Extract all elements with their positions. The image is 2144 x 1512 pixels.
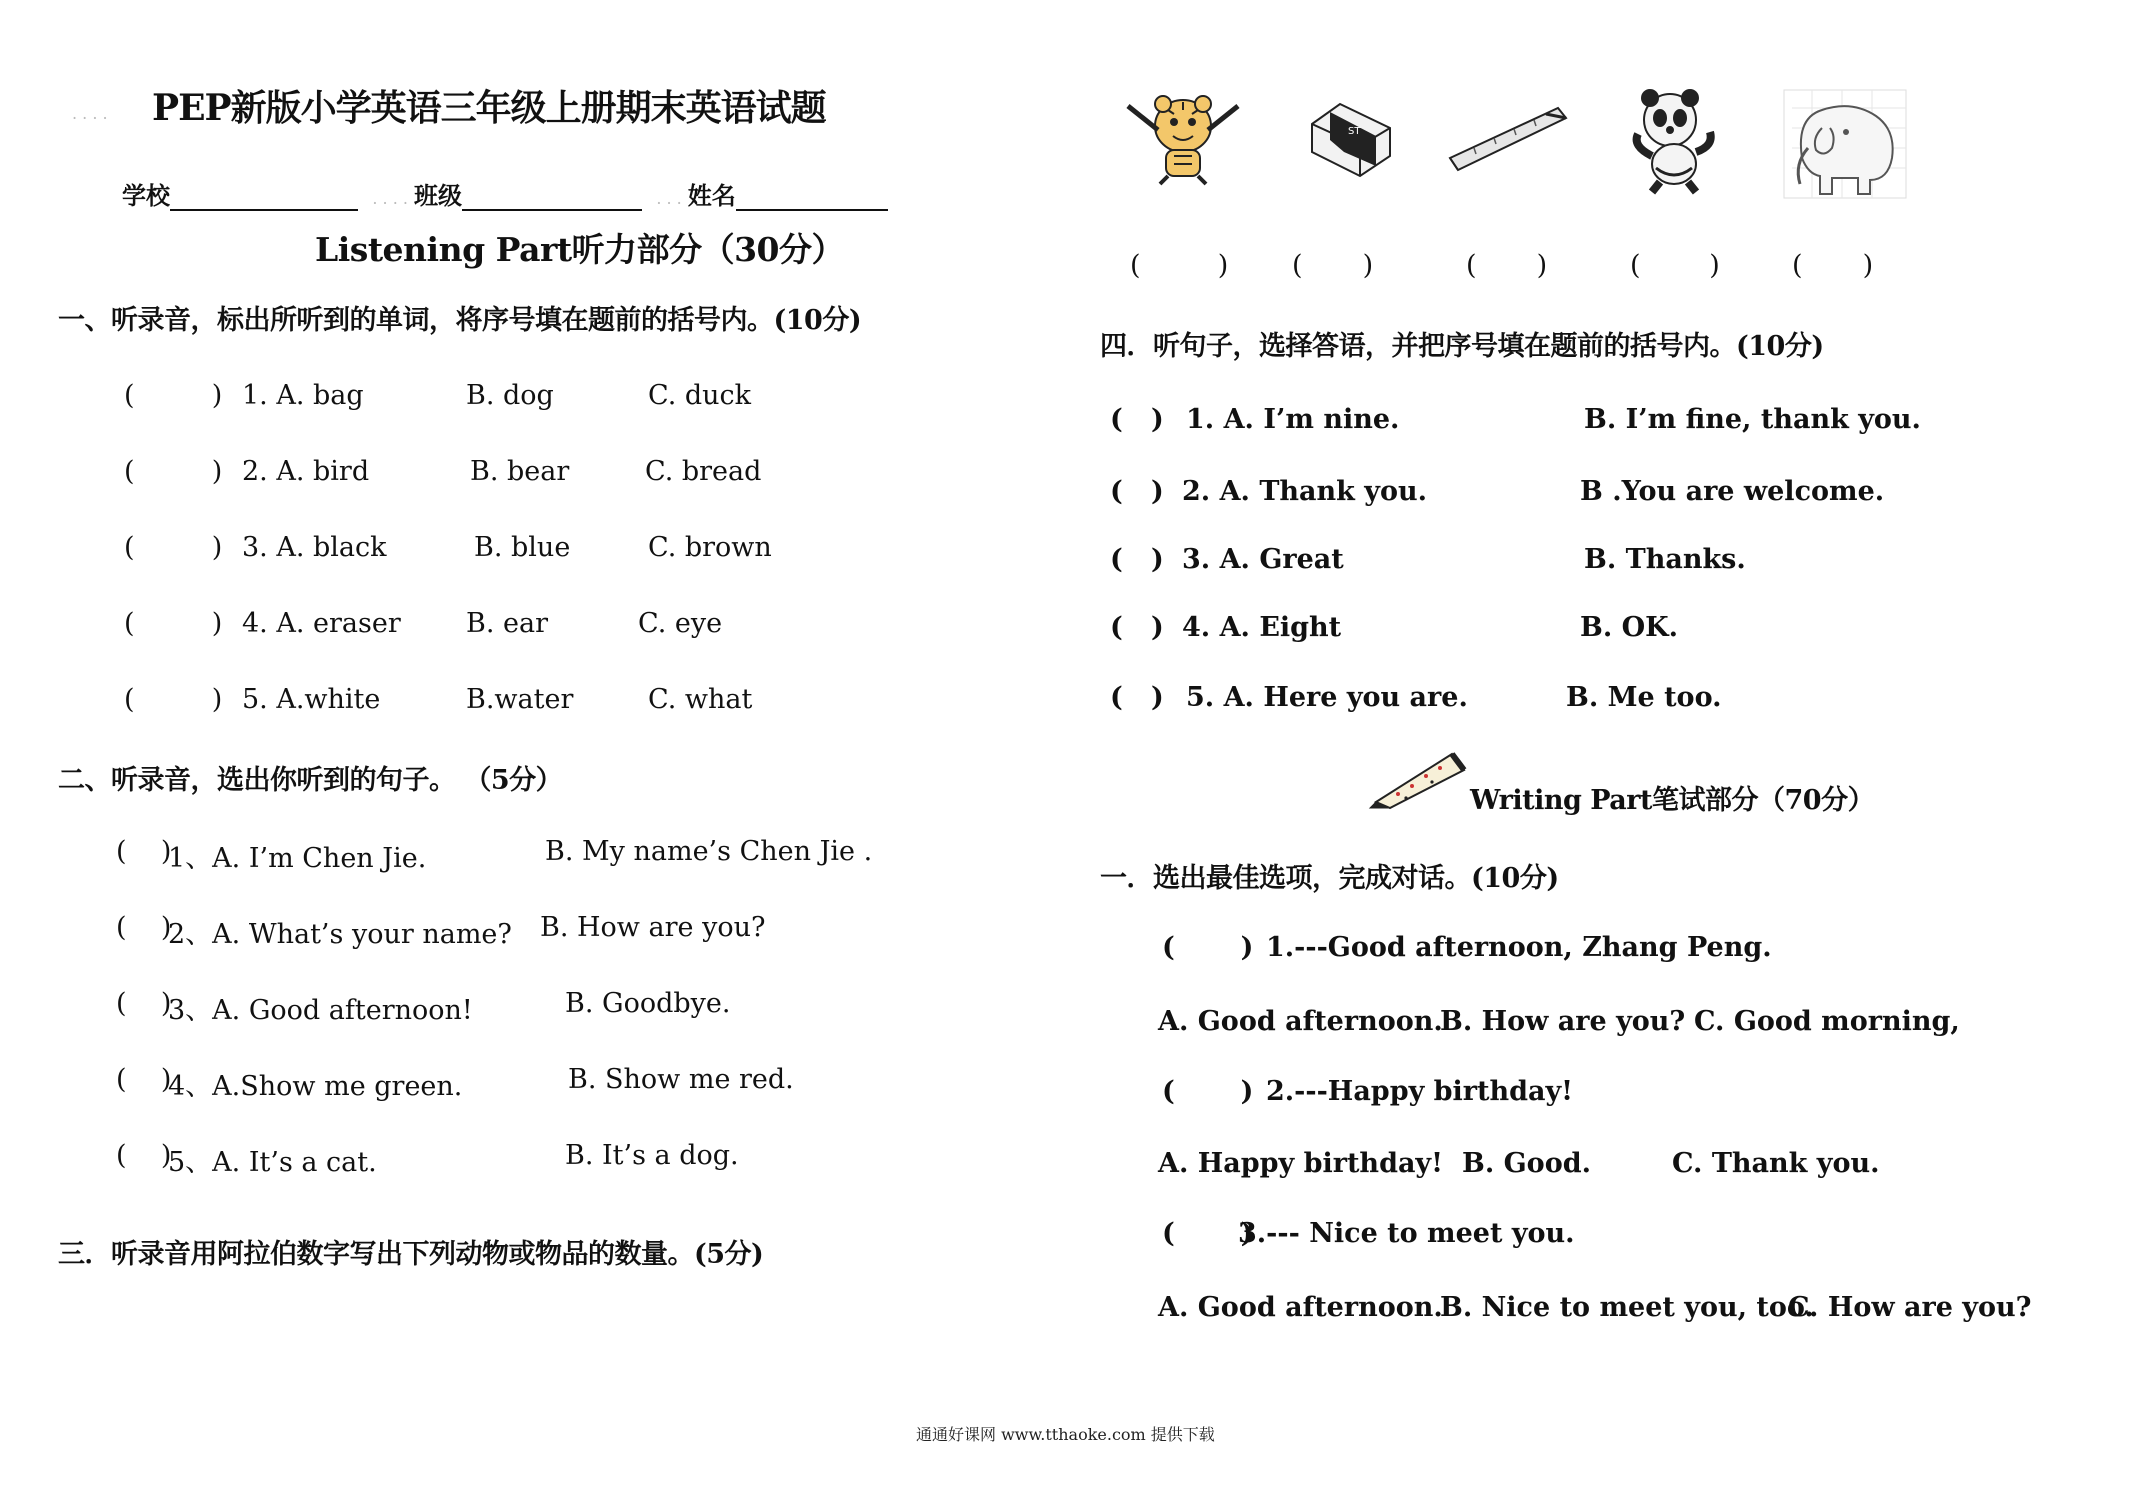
name-field[interactable] [736,185,888,211]
sentence-option-b: B. My name’s Chen Jie . [545,836,873,867]
sentence-option-b: B. Goodbye. [565,988,731,1019]
svg-text:ST: ST [1348,126,1361,137]
question-option-b: B. blue [474,532,571,563]
response-option-b: B. Thanks. [1584,544,1746,575]
dialogue-question-1: 1.---Good afternoon, Zhang Peng. [1266,932,1772,963]
school-field[interactable] [170,185,358,211]
answer-bracket[interactable]: ( ) [124,684,223,715]
class-field[interactable] [462,185,642,211]
sentence-option-a: 5、A. It’s a cat. [168,1147,377,1178]
answer-bracket[interactable]: ( ) [1466,250,1548,281]
answer-bracket[interactable]: ( ) [124,456,223,487]
dialogue-option-a: A. Happy birthday! [1158,1148,1443,1179]
sentence-option-b: B. How are you? [540,912,766,943]
writing-part-heading: Writing Part笔试部分（70分） [1470,785,1875,816]
response-option-b: B. OK. [1580,612,1679,643]
sentence-option-a: 2、A. What’s your name? [168,919,512,950]
question-option-a: 1. A. bag [242,380,364,411]
response-option-b: B. Me too. [1566,682,1722,713]
decorative-dots: . . . . [72,104,108,123]
sentence-option-b: B. Show me red. [568,1064,794,1095]
response-option-a: 2. A. Thank you. [1182,476,1428,507]
elephant-icon [1782,88,1908,200]
dialogue-option-c: C. How are you? [1788,1292,2032,1323]
ruler-icon [1446,102,1570,176]
section3-title: 三．听录音用阿拉伯数字写出下列动物或物品的数量。(5分) [58,1239,764,1270]
answer-bracket[interactable]: ( ) [116,988,172,1019]
sentence-option-a: 4、A.Show me green. [168,1071,463,1102]
dialogue-option-a: A. Good afternoon. [1158,1292,1443,1323]
question-option-c: C. what [648,684,753,715]
answer-bracket[interactable]: ( ) [1162,1218,1254,1249]
response-option-a: 3. A. Great [1182,544,1344,575]
name-label: 姓名 [687,181,736,210]
response-option-a: 1. A. I’m nine. [1186,404,1400,435]
section4-title: 四．听句子，选择答语，并把序号填在题前的括号内。(10分) [1100,331,1824,362]
question-option-a: 2. A. bird [242,456,370,487]
answer-bracket[interactable]: ( ) [116,912,172,943]
dialogue-option-c: C. Thank you. [1672,1148,1880,1179]
class-label: 班级 [413,181,462,210]
answer-bracket[interactable]: ( ) [1792,250,1874,281]
answer-bracket[interactable]: ( ) [124,380,223,411]
page-title: PEP新版小学英语三年级上册期末英语试题 [152,87,826,129]
question-option-c: C. bread [645,456,762,487]
response-option-a: 4. A. Eight [1182,612,1342,643]
student-info-line: 学校 . . . . 班级 . . . 姓名 [122,176,888,211]
answer-bracket[interactable]: ( ) [124,608,223,639]
question-option-a: 5. A.white [242,684,381,715]
answer-bracket[interactable]: ( ) [1110,476,1164,507]
eraser-icon [1300,94,1400,180]
dialogue-question-2: 2.---Happy birthday! [1266,1076,1574,1107]
question-option-c: C. duck [648,380,752,411]
question-option-b: B. dog [466,380,554,411]
dialogue-question-3: 3.--- Nice to meet you. [1238,1218,1575,1249]
dialogue-option-b: B. Good. [1462,1148,1591,1179]
answer-bracket[interactable]: ( ) [1630,250,1720,281]
answer-bracket[interactable]: ( ) [116,1140,172,1171]
answer-bracket[interactable]: ( ) [1162,1076,1254,1107]
response-option-b: B. I’m fine, thank you. [1584,404,1921,435]
answer-bracket[interactable]: ( ) [1130,250,1229,281]
dialogue-option-a: A. Good afternoon. [1158,1006,1443,1037]
sentence-option-b: B. It’s a dog. [565,1140,739,1171]
dialogue-option-b: B. How are you? [1440,1006,1686,1037]
section2-title: 二、听录音，选出你听到的句子。 （5分） [58,765,563,796]
writing-section1-title: 一．选出最佳选项，完成对话。(10分) [1100,863,1559,894]
answer-bracket[interactable]: ( ) [1292,250,1374,281]
tiger-icon [1118,86,1248,186]
pencil-icon [1368,748,1470,810]
answer-bracket[interactable]: ( ) [1162,932,1254,963]
response-option-a: 5. A. Here you are. [1186,682,1468,713]
dialogue-option-c: C. Good morning, [1694,1006,1960,1037]
question-option-a: 3. A. black [242,532,387,563]
question-option-a: 4. A. eraser [242,608,401,639]
question-option-b: B. bear [470,456,570,487]
answer-bracket[interactable]: ( ) [116,1064,172,1095]
school-label: 学校 [122,181,170,210]
answer-bracket[interactable]: ( ) [1110,404,1164,435]
answer-bracket[interactable]: ( ) [1110,682,1164,713]
sentence-option-a: 3、A. Good afternoon! [168,995,473,1026]
panda-icon [1622,86,1732,196]
listening-part-heading: Listening Part听力部分（30分） [315,230,845,269]
answer-bracket[interactable]: ( ) [124,532,223,563]
response-option-b: B .You are welcome. [1580,476,1885,507]
answer-bracket[interactable]: ( ) [1110,612,1164,643]
answer-bracket[interactable]: ( ) [116,836,172,867]
question-option-b: B. ear [466,608,548,639]
question-option-b: B.water [466,684,574,715]
question-option-c: C. brown [648,532,772,563]
question-option-c: C. eye [638,608,723,639]
dialogue-option-b: B. Nice to meet you, too. [1440,1292,1814,1323]
section1-title: 一、听录音，标出所听到的单词，将序号填在题前的括号内。(10分) [58,305,862,336]
footer-watermark: 通通好课网 www.tthaoke.com 提供下载 [916,1425,1215,1444]
sentence-option-a: 1、A. I’m Chen Jie. [168,843,427,874]
answer-bracket[interactable]: ( ) [1110,544,1164,575]
